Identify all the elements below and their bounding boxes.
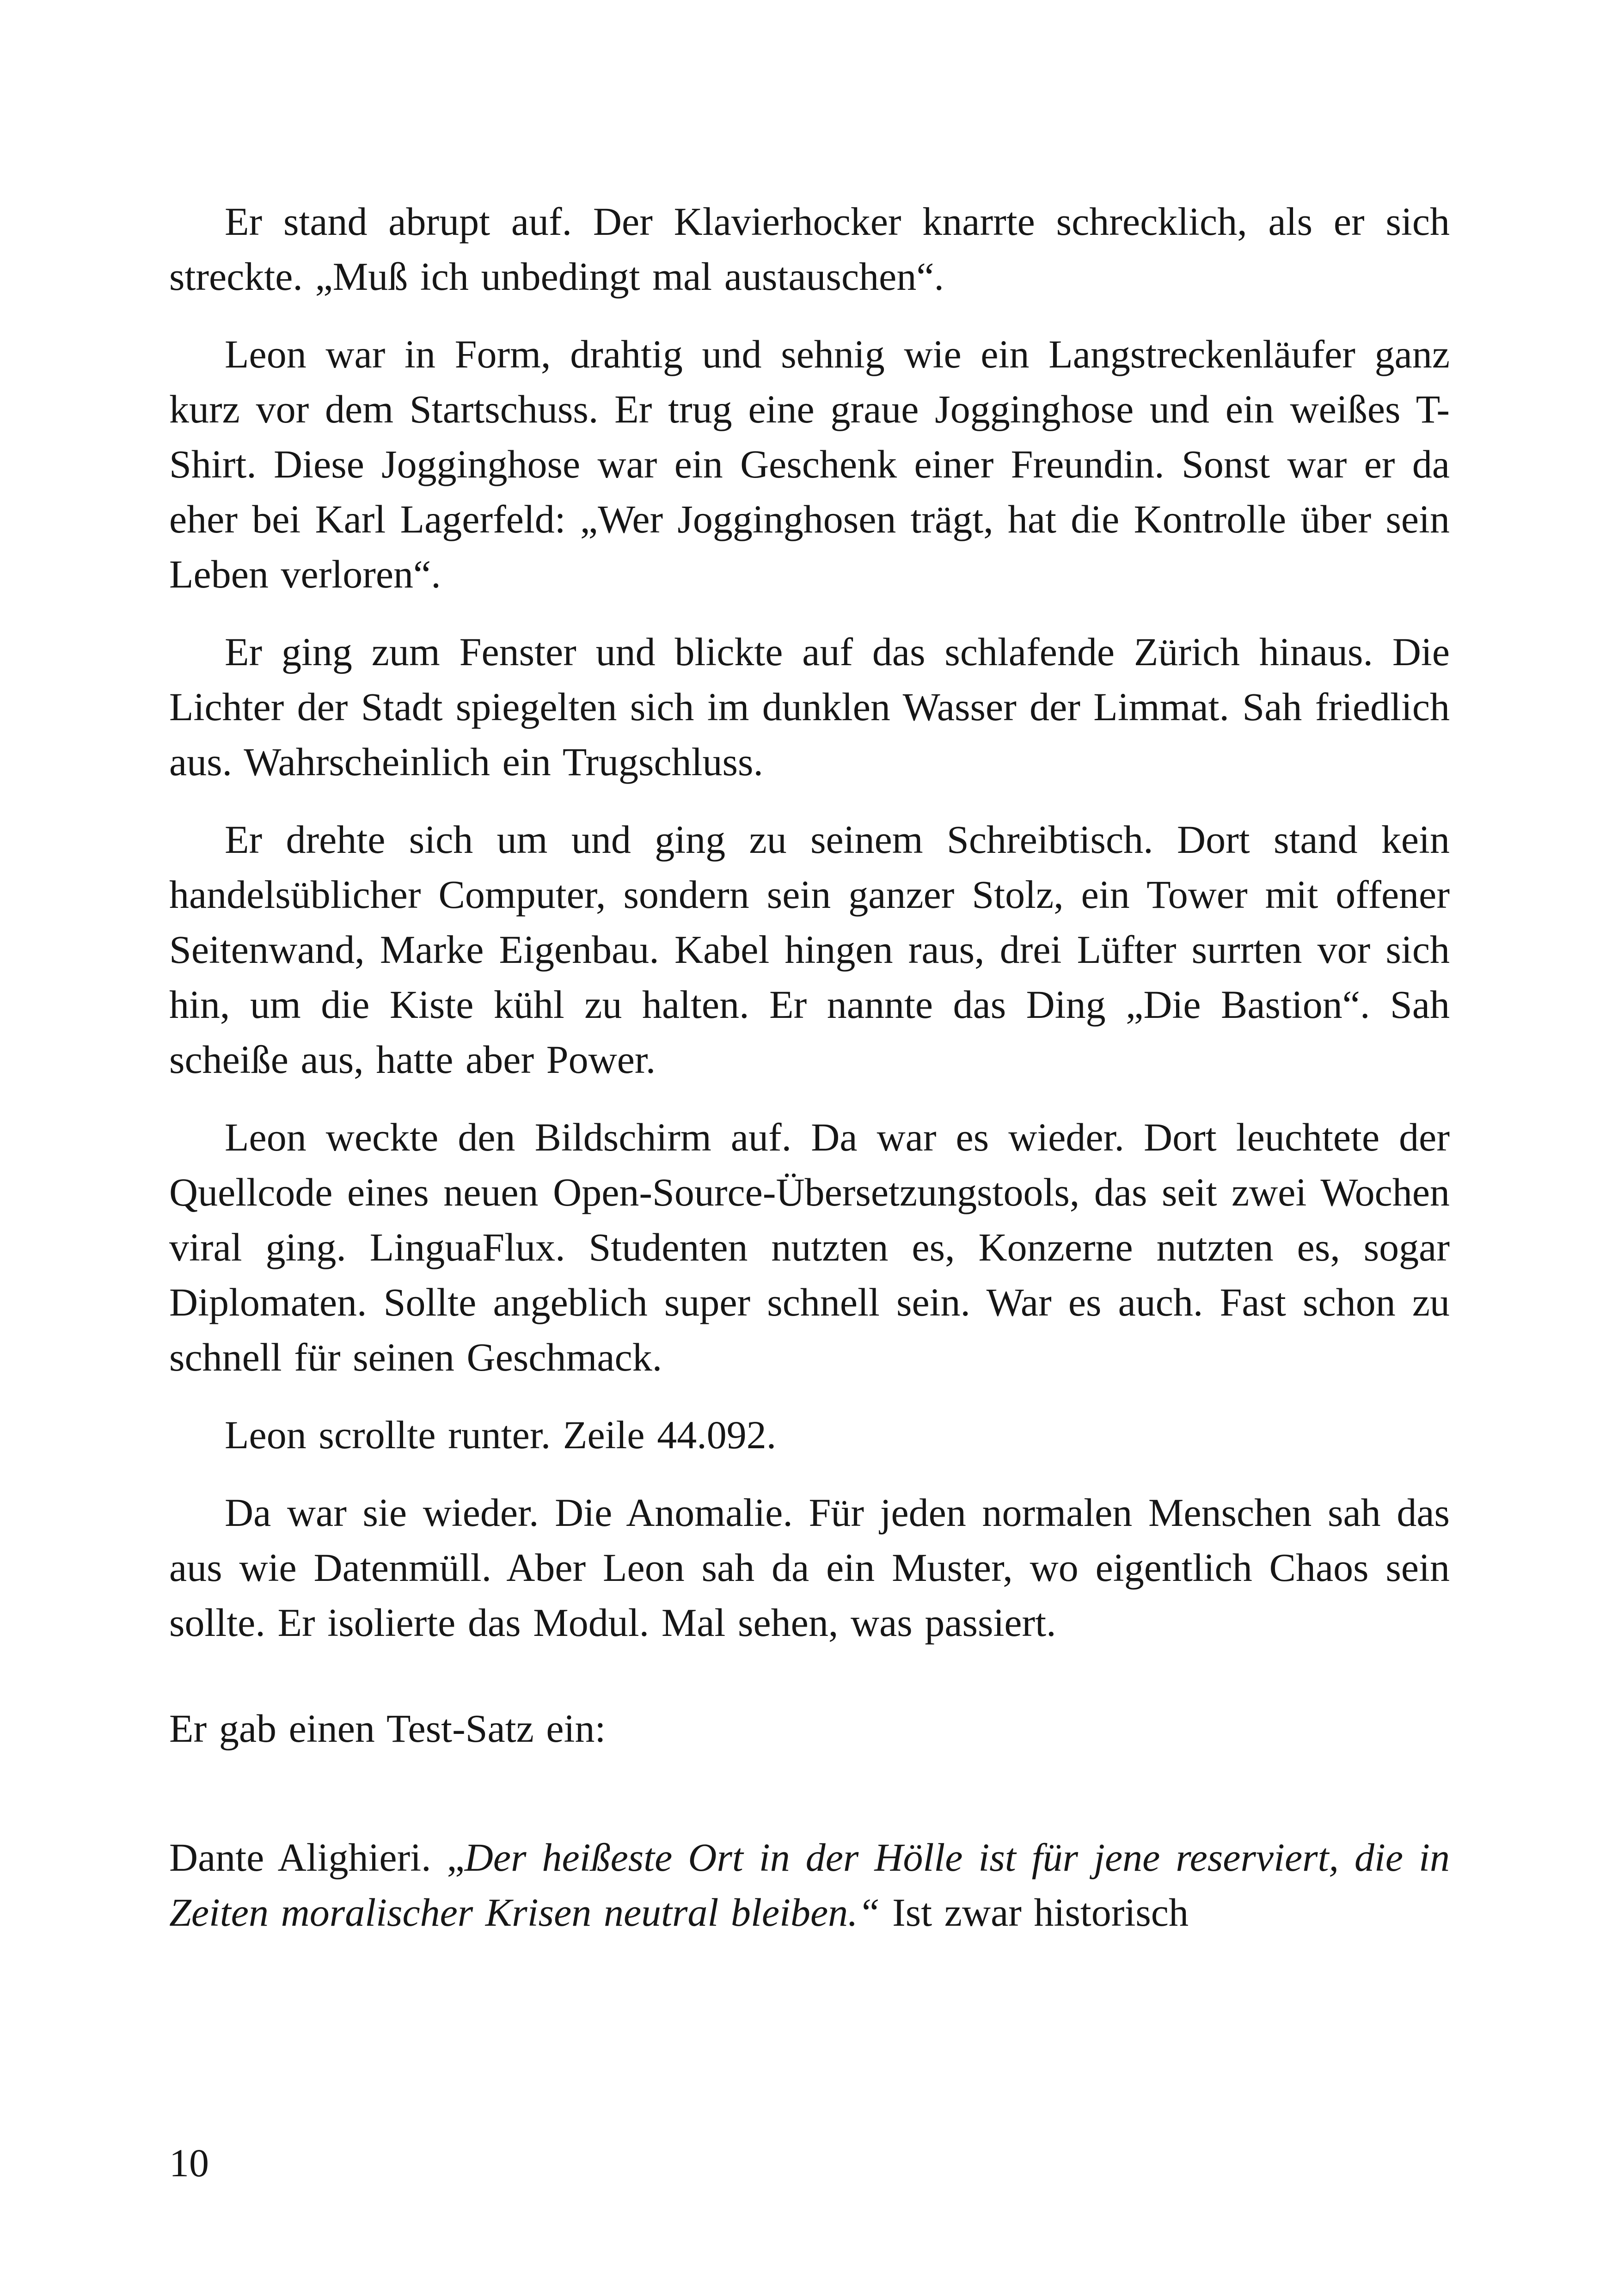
paragraph-bildschirm: Leon weckte den Bildschirm auf. Da war es wieder. Dort leuchtete der Quellcode eines neuen Open-Source-Übersetzungstools, das seit zwei Wochen viral ging. LinguaFlux. Studenten nutzten es, Konzerne nutzten es, sogar Diplomaten. Sollte angeblich super schnell sein. War es auch. Fast schon zu schnell für seinen Geschmack.: [169, 1115, 1450, 1379]
paragraph-schreibtisch: Er drehte sich um und ging zu seinem Schreibtisch. Dort stand kein handelsüblicher Computer, sondern sein ganzer Stolz, ein Tower mit offener Seitenwand, Marke Eigenbau. Kabel hingen raus, drei Lüfter surrten vor sich hin, um die Kiste kühl zu halten. Er nannte das Ding „Die Bastion“. Sah scheiße aus, hatte aber Power.: [169, 817, 1450, 1082]
dante-quote-italic: Der heißeste Ort in der Hölle ist für jene reserviert, die in Zeiten moralischer Krisen neutral bleiben.“: [169, 1835, 1450, 1935]
paragraph-leon-form: Leon war in Form, drahtig und sehnig wie ein Langstreckenläufer ganz kurz vor dem Startschuss. Er trug eine graue Jogginghose und ein weißes T-Shirt. Diese Jogginghose war ein Geschenk einer Freundin. Sonst war er da eher bei Karl Lagerfeld: „Wer Jogginghosen trägt, hat die Kontrolle über sein Leben verloren“.: [169, 332, 1450, 596]
paragraph-fenster: Er ging zum Fenster und blickte auf das schlafende Zürich hinaus. Die Lichter der Stadt spiegelten sich im dunklen Wasser der Limmat. Sah friedlich aus. Wahrscheinlich ein Trugschluss.: [169, 630, 1450, 784]
paragraph-anomalie: Da war sie wieder. Die Anomalie. Für jeden normalen Menschen sah das aus wie Datenmüll. Aber Leon sah da ein Muster, wo eigentlich Chaos sein sollte. Er isolierte das Modul. Mal sehen, was passiert.: [169, 1490, 1450, 1645]
paragraph-dante-quote: [169, 1830, 1450, 1940]
dante-quote-prefix: Dante Alighieri. „: [169, 1835, 465, 1880]
page-number: 10: [169, 2141, 209, 2185]
paragraph-zeile: Leon scrollte runter. Zeile 44.092.: [225, 1413, 777, 1457]
paragraph-klavierhocker: Er stand abrupt auf. Der Klavierhocker knarrte schrecklich, als er sich streckte. „Muß ich unbedingt mal austauschen“.: [169, 199, 1450, 299]
dante-quote-suffix: Ist zwar historisch: [880, 1890, 1189, 1935]
paragraph-test-intro: Er gab einen Test-Satz ein:: [169, 1706, 606, 1751]
page-text-block: [169, 194, 1450, 1963]
